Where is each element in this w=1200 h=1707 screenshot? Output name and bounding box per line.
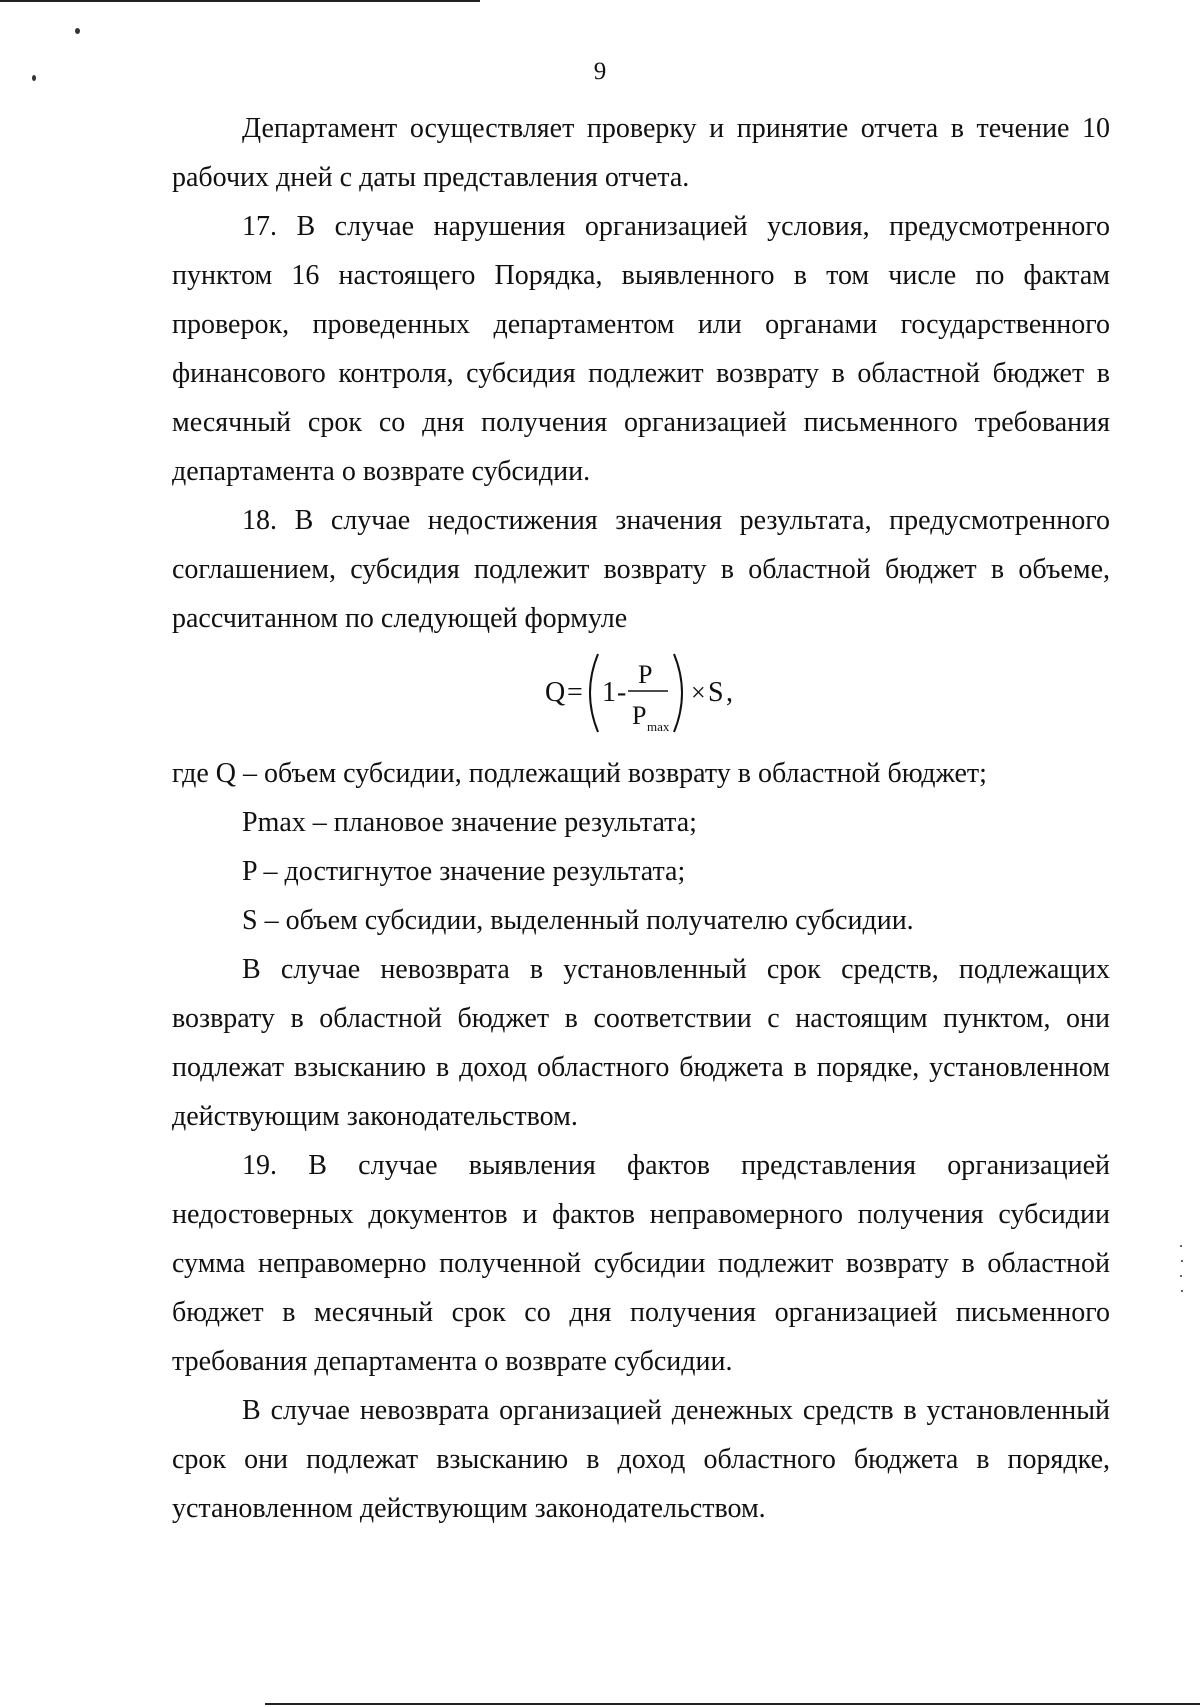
definition-s: S – объем субсидии, выделенный получателю субсидии.: [242, 905, 914, 936]
formula-lhs: Q: [545, 677, 566, 708]
formula-times: ×: [691, 678, 706, 707]
scan-speck: [75, 28, 80, 34]
paragraph-18: 18. В случае недостижения значения результата, предусмотренного соглашением, субсидия подлежит возврату в областной бюджет в объеме, рассчитанном по следующей формуле: [172, 505, 1110, 634]
paragraph-19: 19. В случае выявления фактов представления организацией недостоверных документов и фактов неправомерного получения субсидии сумма неправомерно полученной субсидии подлежит возврату в областной бюджет в месячный срок со дня получения организацией письменного требования департамента о возврате субсидии.: [172, 1150, 1110, 1377]
formula-factor: S: [708, 677, 724, 708]
scan-edge-bottom: [265, 1703, 1200, 1705]
formula-one: 1: [602, 677, 616, 708]
formula-denominator-sub: max: [647, 719, 670, 734]
page-number: 9: [593, 58, 607, 85]
scan-edge-top: [0, 0, 480, 2]
formula-graphic: [540, 648, 740, 738]
paragraph: В случае невозврата в установленный срок средств, подлежащих возврату в областной бюджет в соответствии с настоящим пунктом, они подлежат взысканию в доход областного бюджета в порядке, установленном действующим законодательством.: [172, 954, 1110, 1132]
scan-speck: [1180, 1245, 1182, 1247]
paragraph: Департамент осуществляет проверку и принятие отчета в течение 10 рабочих дней с даты представления отчета.: [172, 113, 1110, 193]
paragraph: В случае невозврата организацией денежных средств в установленный срок они подлежат взысканию в доход областного бюджета в порядке, установленном действующим законодательством.: [172, 1395, 1110, 1524]
formula-right-paren: [674, 654, 682, 732]
formula-trailing: ,: [726, 677, 733, 708]
scan-speck: [1181, 1290, 1183, 1292]
formula-numerator: P: [638, 660, 653, 689]
formula: [540, 648, 740, 738]
scan-speck: [1181, 1260, 1183, 1262]
definition-pmax: Pmax – плановое значение результата;: [242, 807, 697, 838]
formula-denominator: P: [632, 701, 647, 730]
formula-equals: =: [567, 677, 583, 708]
paragraph-17: 17. В случае нарушения организацией условия, предусмотренного пунктом 16 настоящего Порядка, выявленного в том числе по фактам проверок, проведенных департаментом или органами государственного финансового контроля, субсидия подлежит возврату в областной бюджет в месячный срок со дня получения организацией письменного требования департамента о возврате субсидии.: [172, 211, 1110, 487]
text-block-top: [172, 104, 1110, 643]
definition-p: P – достигнутое значение результата;: [242, 856, 686, 887]
scan-speck: [1180, 1275, 1182, 1277]
formula-minus: -: [617, 677, 627, 708]
definition-where: где Q – объем субсидии, подлежащий возврату в областной бюджет;: [172, 758, 987, 789]
formula-left-paren: [590, 654, 598, 732]
text-block-bottom: [172, 749, 1110, 1533]
